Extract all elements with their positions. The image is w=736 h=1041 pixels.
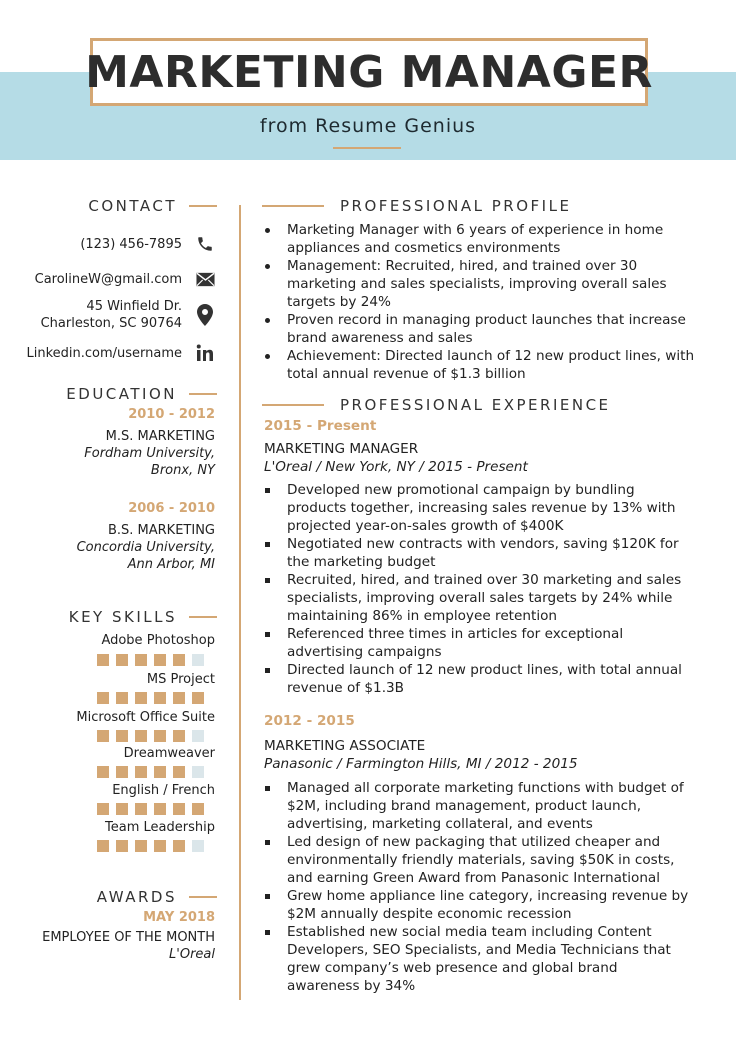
contact-linkedin: Linkedin.com/username xyxy=(26,342,216,364)
award-org: L'Oreal xyxy=(169,947,215,962)
rating-square-filled xyxy=(173,840,185,852)
bullet-line: Recruited, hired, and trained over 30 marketing and sales xyxy=(287,572,682,588)
bullet-line: revenue of $1.3B xyxy=(287,680,404,696)
bullet-item xyxy=(264,481,682,535)
bullet-line: grew company’s web presence and global brand xyxy=(287,960,618,976)
education-heading: EDUCATION xyxy=(66,385,217,403)
bullet-line: total annual revenue of $1.3 billion xyxy=(287,366,526,382)
profile-heading: PROFESSIONAL PROFILE xyxy=(262,197,571,215)
awards-heading: AWARDS xyxy=(97,888,217,906)
bullet-item xyxy=(264,625,682,661)
rating-square-filled xyxy=(154,803,166,815)
bullet-item xyxy=(264,661,682,697)
skills-heading: KEY SKILLS xyxy=(69,608,217,626)
rating-square-filled xyxy=(116,730,128,742)
bullet-line: maintaining 86% in employee retention xyxy=(287,608,558,624)
subtitle-underline xyxy=(333,147,401,149)
bullet-item xyxy=(264,347,694,383)
bullet-line: marketing and sales specialists, improving overall sales xyxy=(287,276,667,292)
bullet-line: Led design of new packaging that utilized cheaper and xyxy=(287,834,661,850)
bullet-item xyxy=(264,887,688,923)
education-years: 2006 - 2010 xyxy=(128,501,215,516)
bullet-item xyxy=(264,833,688,887)
rating-square-filled xyxy=(116,803,128,815)
bullet-line: Managed all corporate marketing functions with budget of xyxy=(287,780,684,796)
job-company: L'Oreal / New York, NY / 2015 - Present xyxy=(264,459,528,475)
rating-square-filled xyxy=(97,730,109,742)
rating-square-empty xyxy=(192,654,204,666)
skill-rating xyxy=(97,803,204,815)
rating-square-filled xyxy=(154,840,166,852)
bullet-item xyxy=(264,535,682,571)
bullet-item xyxy=(264,221,694,257)
education-years: 2010 - 2012 xyxy=(128,407,215,422)
bullet-line: Directed launch of 12 new product lines, with total annual xyxy=(287,662,682,678)
rating-square-filled xyxy=(154,654,166,666)
job-period: 2012 - 2015 xyxy=(264,713,355,729)
skill-name: Adobe Photoshop xyxy=(101,633,215,648)
bullet-item xyxy=(264,571,682,625)
resume-title: MARKETING MANAGER xyxy=(85,46,653,98)
rating-square-filled xyxy=(135,730,147,742)
linkedin-icon xyxy=(194,342,216,364)
bullet-item xyxy=(264,923,688,995)
education-degree: B.S. MARKETING xyxy=(107,523,215,538)
bullet-line: Marketing Manager with 6 years of experience in home xyxy=(287,222,664,238)
rating-square-empty xyxy=(192,840,204,852)
skill-rating xyxy=(97,730,204,742)
rating-square-filled xyxy=(116,692,128,704)
rating-square-filled xyxy=(135,840,147,852)
phone-icon xyxy=(194,233,216,255)
job-title: MARKETING MANAGER xyxy=(264,441,419,457)
skill-name: MS Project xyxy=(146,672,215,687)
job-period: 2015 - Present xyxy=(264,418,377,434)
rating-square-filled xyxy=(97,654,109,666)
education-location: Bronx, NY xyxy=(150,463,215,478)
skill-name: Team Leadership xyxy=(105,820,215,835)
bullet-line: Developers, SEO Specialists, and Media Technicians that xyxy=(287,942,671,958)
bullet-line: projected year-on-sales growth of $400K xyxy=(287,518,564,534)
bullet-line: the marketing budget xyxy=(287,554,436,570)
rating-square-filled xyxy=(97,692,109,704)
education-school: Fordham University, xyxy=(84,446,215,461)
bullet-line: Negotiated new contracts with vendors, saving $120K for xyxy=(287,536,679,552)
rating-square-filled xyxy=(192,692,204,704)
rating-square-filled xyxy=(135,803,147,815)
education-degree: M.S. MARKETING xyxy=(105,429,215,444)
rating-square-filled xyxy=(116,654,128,666)
bullet-line: Established new social media team including Content xyxy=(287,924,652,940)
rating-square-filled xyxy=(116,840,128,852)
award-title: EMPLOYEE OF THE MONTH xyxy=(42,930,215,945)
rating-square-filled xyxy=(154,766,166,778)
skill-name: English / French xyxy=(112,783,215,798)
skill-rating xyxy=(97,766,204,778)
bullet-line: Referenced three times in articles for exceptional xyxy=(287,626,624,642)
bullet-line: Achievement: Directed launch of 12 new product lines, with xyxy=(287,348,695,364)
contact-heading: CONTACT xyxy=(88,197,217,215)
skill-rating xyxy=(97,654,204,666)
rating-square-filled xyxy=(135,692,147,704)
profile-list xyxy=(264,221,694,383)
bullet-line: and earning Green Award from Panasonic International xyxy=(287,870,661,886)
envelope-icon xyxy=(194,268,216,290)
skill-rating xyxy=(97,692,204,704)
job-bullets xyxy=(264,779,688,995)
rating-square-filled xyxy=(173,654,185,666)
rating-square-filled xyxy=(173,730,185,742)
skill-name: Microsoft Office Suite xyxy=(76,710,215,725)
education-school: Concordia University, xyxy=(76,540,215,555)
rating-square-filled xyxy=(154,692,166,704)
skill-rating xyxy=(97,840,204,852)
bullet-line: specialists, improving overall sales targets by 24% while xyxy=(287,590,673,606)
column-divider xyxy=(239,205,241,1000)
rating-square-filled xyxy=(97,766,109,778)
job-title: MARKETING ASSOCIATE xyxy=(264,738,426,754)
bullet-line: $2M, including brand management, product launch, xyxy=(287,798,642,814)
bullet-item xyxy=(264,257,694,311)
bullet-line: Management: Recruited, hired, and trained over 30 xyxy=(287,258,638,274)
bullet-item xyxy=(264,311,694,347)
rating-square-filled xyxy=(97,803,109,815)
resume-subtitle: from Resume Genius xyxy=(259,115,477,137)
skill-name: Dreamweaver xyxy=(123,746,215,761)
contact-phone: (123) 456-7895 xyxy=(80,233,216,255)
bullet-line: brand awareness and sales xyxy=(287,330,473,346)
bullet-line: products together, increasing sales revenue by 13% with xyxy=(287,500,676,516)
education-location: Ann Arbor, MI xyxy=(127,557,215,572)
job-company: Panasonic / Farmington Hills, MI / 2012 - 2015 xyxy=(264,756,578,772)
rating-square-filled xyxy=(135,766,147,778)
rating-square-filled xyxy=(154,730,166,742)
bullet-line: Proven record in managing product launches that increase xyxy=(287,312,686,328)
bullet-line: Grew home appliance line category, increasing revenue by xyxy=(287,888,689,904)
bullet-line: advertising, marketing collateral, and events xyxy=(287,816,593,832)
title-box xyxy=(85,38,653,106)
bullet-item xyxy=(264,779,688,833)
bullet-line: Developed new promotional campaign by bundling xyxy=(287,482,635,498)
bullet-line: environmentally friendly materials, saving $50K in costs, xyxy=(287,852,675,868)
bullet-line: appliances and cosmetics environments xyxy=(287,240,561,256)
bullet-line: advertising campaigns xyxy=(287,644,442,660)
bullet-line: targets by 24% xyxy=(287,294,391,310)
rating-square-filled xyxy=(173,766,185,778)
rating-square-filled xyxy=(192,803,204,815)
contact-email: CarolineW@gmail.com xyxy=(35,268,216,290)
rating-square-filled xyxy=(173,803,185,815)
job-bullets xyxy=(264,481,682,697)
rating-square-filled xyxy=(135,654,147,666)
experience-heading: PROFESSIONAL EXPERIENCE xyxy=(262,396,611,414)
location-pin-icon xyxy=(194,304,216,326)
rating-square-filled xyxy=(173,692,185,704)
award-date: MAY 2018 xyxy=(143,910,215,925)
contact-address: 45 Winfield Dr. Charleston, SC 90764 xyxy=(41,298,216,332)
rating-square-filled xyxy=(116,766,128,778)
rating-square-empty xyxy=(192,730,204,742)
rating-square-filled xyxy=(97,840,109,852)
bullet-line: awareness by 34% xyxy=(287,978,416,994)
rating-square-empty xyxy=(192,766,204,778)
bullet-line: $2M annually despite economic recession xyxy=(287,906,572,922)
